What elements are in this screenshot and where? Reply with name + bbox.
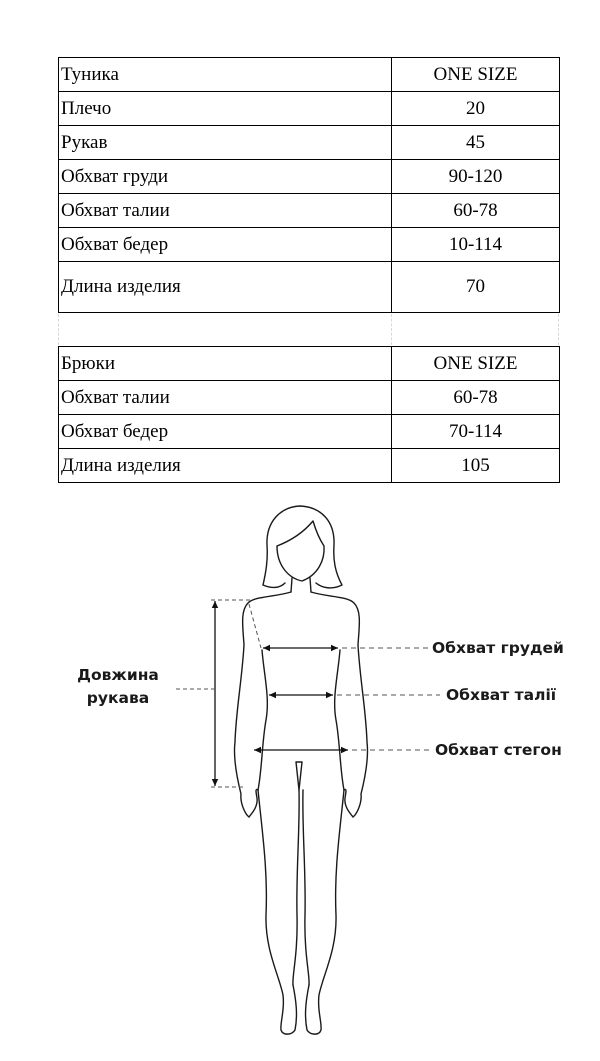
- row-label: Рукав: [59, 126, 392, 160]
- row-value: 20: [392, 92, 560, 126]
- row-label: Обхват бедер: [59, 228, 392, 262]
- tunic-header-label: Туника: [59, 58, 392, 92]
- measurement-figure: [0, 496, 600, 1056]
- row-label: Обхват груди: [59, 160, 392, 194]
- table-header-row: [59, 58, 560, 92]
- pants-header-label: Брюки: [59, 347, 392, 381]
- row-value: 10-114: [392, 228, 560, 262]
- row-label: Плечо: [59, 92, 392, 126]
- divider: [58, 314, 59, 345]
- row-value: 60-78: [392, 194, 560, 228]
- table-row: [59, 381, 560, 415]
- tunic-header-size: ONE SIZE: [392, 58, 560, 92]
- row-label: Обхват талии: [59, 194, 392, 228]
- row-label: Длина изделия: [59, 449, 392, 483]
- sleeve-length-label-line1: Довжина: [77, 666, 159, 684]
- row-label: Обхват талии: [59, 381, 392, 415]
- table-row: [59, 449, 560, 483]
- hips-label: Обхват стегон: [435, 741, 562, 759]
- row-value: 105: [392, 449, 560, 483]
- divider: [558, 314, 559, 345]
- row-value: 70-114: [392, 415, 560, 449]
- table-row: [59, 92, 560, 126]
- row-value: 70: [392, 262, 560, 313]
- table-row: [59, 194, 560, 228]
- row-value: 60-78: [392, 381, 560, 415]
- table-row: [59, 262, 560, 313]
- table-row: [59, 160, 560, 194]
- table-header-row: [59, 347, 560, 381]
- row-label: Длина изделия: [59, 262, 392, 313]
- pants-size-table: [58, 346, 560, 483]
- woman-silhouette-icon: [234, 506, 367, 1034]
- sleeve-length-label-line2: рукава: [86, 689, 150, 707]
- divider: [391, 314, 392, 345]
- row-value: 45: [392, 126, 560, 160]
- table-row: [59, 228, 560, 262]
- table-row: [59, 126, 560, 160]
- row-label: Обхват бедер: [59, 415, 392, 449]
- pants-header-size: ONE SIZE: [392, 347, 560, 381]
- sleeve-length-arrow: [176, 600, 261, 787]
- tunic-size-table: [58, 57, 560, 313]
- chest-label: Обхват грудей: [432, 639, 564, 657]
- table-row: [59, 415, 560, 449]
- waist-label: Обхват талії: [446, 686, 557, 704]
- body-outline-illustration: [0, 496, 600, 1056]
- row-value: 90-120: [392, 160, 560, 194]
